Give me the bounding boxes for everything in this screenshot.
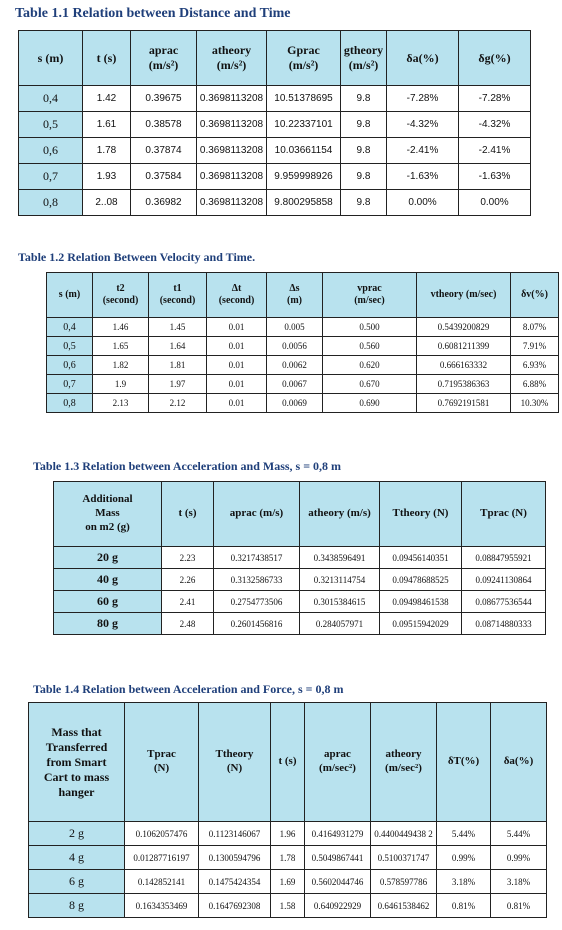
table-cell: 0.0069 <box>267 394 323 413</box>
table-cell: 9.8 <box>341 112 387 138</box>
column-header <box>300 482 380 547</box>
table-cell: 1.78 <box>83 138 131 164</box>
table-cell: 5.44% <box>437 822 491 846</box>
table-cell: 0.00% <box>459 190 531 216</box>
table-cell: 3.18% <box>437 870 491 894</box>
table-cell: 0.36982 <box>131 190 197 216</box>
column-header-line: (m/s²) <box>348 58 379 72</box>
column-header <box>305 703 371 822</box>
table-cell: 0.1647692308 <box>199 894 271 918</box>
table-cell: 0.7692191581 <box>417 394 511 413</box>
column-header <box>511 273 559 318</box>
table-cell: 0.0062 <box>267 356 323 375</box>
row-label-cell: 0,8 <box>47 394 93 413</box>
table-cell: 1.64 <box>149 337 207 356</box>
column-header <box>197 31 267 86</box>
table-row <box>19 112 531 138</box>
table-cell: 6.88% <box>511 375 559 394</box>
table-row <box>19 164 531 190</box>
table-cell: 0.1475424354 <box>199 870 271 894</box>
column-header-line: s (m) <box>37 50 64 65</box>
table-cell: 1.61 <box>83 112 131 138</box>
table-cell: 0.1634353469 <box>125 894 199 918</box>
table-cell: 0.578597786 <box>371 870 437 894</box>
column-header <box>125 703 199 822</box>
column-header-line: Cart to mass <box>43 769 110 784</box>
column-header-line: (second) <box>218 295 255 306</box>
table-cell: 9.8 <box>341 86 387 112</box>
header-row <box>29 703 547 822</box>
column-header-line: Transferred <box>45 739 108 754</box>
table-cell: 0.6461538462 <box>371 894 437 918</box>
table-cell: 1.93 <box>83 164 131 190</box>
column-header-line: Ttheory <box>215 748 254 761</box>
column-header-line: (m/s²) <box>148 58 179 72</box>
column-header <box>341 31 387 86</box>
table-cell: 0.39675 <box>131 86 197 112</box>
column-header <box>131 31 197 86</box>
table-cell: 7.91% <box>511 337 559 356</box>
table-cell: 1.69 <box>271 870 305 894</box>
header-row <box>54 482 546 547</box>
column-header-line: δg(%) <box>478 50 511 65</box>
table-cell: 0.3217438517 <box>214 547 300 569</box>
column-header <box>462 482 546 547</box>
table-cell: 1.82 <box>93 356 149 375</box>
table-cell: 3.18% <box>491 870 547 894</box>
table-cell: -7.28% <box>459 86 531 112</box>
column-header <box>29 703 125 822</box>
header-row <box>47 273 559 318</box>
table-cell: 1.46 <box>93 318 149 337</box>
table-cell: 0.670 <box>323 375 417 394</box>
column-header <box>267 31 341 86</box>
table-1-1 <box>18 30 531 216</box>
table-cell: 0.08847955921 <box>462 547 546 569</box>
table-cell: 0.08714880333 <box>462 613 546 635</box>
row-label-cell: 0,7 <box>19 164 83 190</box>
column-header-line: atheory (m/s) <box>308 507 371 520</box>
column-header <box>149 273 207 318</box>
table-cell: 0.37874 <box>131 138 197 164</box>
table-1-4-caption: Table 1.4 Relation between Acceleration and Force, s = 0,8 m <box>33 682 344 696</box>
table-cell: 10.30% <box>511 394 559 413</box>
table-cell: 0.2754773506 <box>214 591 300 613</box>
table-1-2 <box>46 272 559 413</box>
column-header-line: on m2 (g) <box>85 520 130 533</box>
table-cell: 1.9 <box>93 375 149 394</box>
table-cell: 1.96 <box>271 822 305 846</box>
column-header-line: (N) <box>226 762 243 774</box>
table-cell: 0.284057971 <box>300 613 380 635</box>
table-cell: 0.01 <box>207 394 267 413</box>
column-header <box>271 703 305 822</box>
column-header <box>417 273 511 318</box>
table-cell: 0.3015384615 <box>300 591 380 613</box>
column-header <box>459 31 531 86</box>
table-cell: 5.44% <box>491 822 547 846</box>
table-cell: -2.41% <box>387 138 459 164</box>
table-cell: 0.3698113208 <box>197 86 267 112</box>
column-header <box>323 273 417 318</box>
table-cell: 0.4400449438 2 <box>371 822 437 846</box>
column-header-line: (m/sec²) <box>319 762 356 774</box>
table-cell: 0.5439200829 <box>417 318 511 337</box>
table-row <box>19 190 531 216</box>
table-cell: 2.26 <box>162 569 214 591</box>
column-header-line: Mass that <box>51 724 102 739</box>
column-header-line: (N) <box>153 762 170 774</box>
table-cell: 0.00% <box>387 190 459 216</box>
table-row <box>47 375 559 394</box>
table-row <box>47 356 559 375</box>
column-header-line: from Smart <box>46 754 107 769</box>
table-cell: 0.3698113208 <box>197 112 267 138</box>
table-cell: 0.560 <box>323 337 417 356</box>
table-row <box>29 894 547 918</box>
table-cell: 0.3438596491 <box>300 547 380 569</box>
table-cell: 1.65 <box>93 337 149 356</box>
column-header-line: Additional <box>82 493 133 506</box>
row-label-cell: 0,4 <box>47 318 93 337</box>
table-cell: -7.28% <box>387 86 459 112</box>
column-header-line: aprac (m/s) <box>229 507 284 520</box>
table-cell: -4.32% <box>459 112 531 138</box>
column-header-line: (m/sec²) <box>385 762 422 774</box>
table-1-2-caption: Table 1.2 Relation Between Velocity and Time. <box>18 250 256 264</box>
table-row <box>47 318 559 337</box>
table-cell: 1.81 <box>149 356 207 375</box>
table-cell: 0.09515942029 <box>380 613 462 635</box>
table-cell: -2.41% <box>459 138 531 164</box>
table-row <box>54 569 546 591</box>
column-header <box>371 703 437 822</box>
table-cell: 0.666163332 <box>417 356 511 375</box>
column-header <box>491 703 547 822</box>
table-cell: 0.5602044746 <box>305 870 371 894</box>
header-row <box>19 31 531 86</box>
table-cell: 0.5049867441 <box>305 846 371 870</box>
table-cell: 1.42 <box>83 86 131 112</box>
table-cell: 9.800295858 <box>267 190 341 216</box>
row-label-cell: 6 g <box>29 870 125 894</box>
table-1-3 <box>53 481 546 635</box>
table-cell: 2.41 <box>162 591 214 613</box>
table-cell: 0.640922929 <box>305 894 371 918</box>
table-row <box>54 613 546 635</box>
table-cell: 0.5100371747 <box>371 846 437 870</box>
column-header-line: hanger <box>58 784 95 799</box>
table-cell: 0.4164931279 <box>305 822 371 846</box>
table-cell: 0.01 <box>207 318 267 337</box>
row-label-cell: 0,7 <box>47 375 93 394</box>
table-cell: 0.09456140351 <box>380 547 462 569</box>
column-header-line: atheory <box>211 43 252 57</box>
table-cell: -4.32% <box>387 112 459 138</box>
column-header <box>93 273 149 318</box>
table-cell: 10.03661154 <box>267 138 341 164</box>
table-cell: 0.142852141 <box>125 870 199 894</box>
column-header <box>380 482 462 547</box>
table-cell: 2.13 <box>93 394 149 413</box>
table-cell: 9.959998926 <box>267 164 341 190</box>
table-cell: 0.0067 <box>267 375 323 394</box>
row-label-cell: 20 g <box>54 547 162 569</box>
table-cell: 2..08 <box>83 190 131 216</box>
row-label-cell: 0,5 <box>47 337 93 356</box>
table-cell: -1.63% <box>459 164 531 190</box>
column-header <box>207 273 267 318</box>
column-header-line: vprac <box>357 282 382 294</box>
table-cell: 0.3132586733 <box>214 569 300 591</box>
column-header-line: (m/s²) <box>216 58 247 72</box>
table-cell: 0.08677536544 <box>462 591 546 613</box>
column-header <box>214 482 300 547</box>
table-cell: 9.8 <box>341 190 387 216</box>
column-header-line: t (s) <box>178 507 197 520</box>
column-header-line: (second) <box>102 295 139 306</box>
table-row <box>29 870 547 894</box>
table-cell: 8.07% <box>511 318 559 337</box>
table-cell: 0.0056 <box>267 337 323 356</box>
table-cell: 10.51378695 <box>267 86 341 112</box>
table-row <box>29 822 547 846</box>
table-cell: 0.005 <box>267 318 323 337</box>
column-header-line: δa(%) <box>406 50 439 65</box>
table-cell: 0.620 <box>323 356 417 375</box>
column-header <box>19 31 83 86</box>
column-header-line: gtheory <box>343 43 384 57</box>
table-cell: 0.38578 <box>131 112 197 138</box>
row-label-cell: 40 g <box>54 569 162 591</box>
table-row <box>29 846 547 870</box>
table-cell: 2.12 <box>149 394 207 413</box>
column-header <box>47 273 93 318</box>
column-header-line: t2 <box>116 282 125 294</box>
row-label-cell: 60 g <box>54 591 162 613</box>
table-cell: 9.8 <box>341 164 387 190</box>
table-row <box>47 394 559 413</box>
column-header <box>199 703 271 822</box>
table-cell: 0.1062057476 <box>125 822 199 846</box>
table-cell: 0.09241130864 <box>462 569 546 591</box>
row-label-cell: 0,6 <box>47 356 93 375</box>
table-cell: 2.23 <box>162 547 214 569</box>
column-header-line: Mass <box>95 507 120 520</box>
row-label-cell: 80 g <box>54 613 162 635</box>
table-cell: 0.2601456816 <box>214 613 300 635</box>
column-header-line: Tprac <box>147 748 176 761</box>
table-cell: 1.97 <box>149 375 207 394</box>
row-label-cell: 0,4 <box>19 86 83 112</box>
table-cell: 10.22337101 <box>267 112 341 138</box>
table-cell: 0.81% <box>437 894 491 918</box>
table-row <box>54 591 546 613</box>
table-cell: 0.3698113208 <box>197 138 267 164</box>
table-cell: 9.8 <box>341 138 387 164</box>
table-cell: 0.09498461538 <box>380 591 462 613</box>
table-cell: 0.3698113208 <box>197 164 267 190</box>
table-cell: 0.81% <box>491 894 547 918</box>
column-header-line: t (s) <box>278 755 297 768</box>
column-header-line: (m) <box>287 295 302 306</box>
table-1-1-caption: Table 1.1 Relation between Distance and Time <box>15 6 291 21</box>
column-header-line: δa(%) <box>503 755 534 768</box>
table-cell: 0.690 <box>323 394 417 413</box>
column-header-line: Ttheory (N) <box>392 507 449 520</box>
table-cell: 6.93% <box>511 356 559 375</box>
table-cell: 0.99% <box>437 846 491 870</box>
column-header-line: Δs <box>289 282 300 294</box>
table-cell: 0.1300594796 <box>199 846 271 870</box>
column-header <box>387 31 459 86</box>
row-label-cell: 8 g <box>29 894 125 918</box>
row-label-cell: 0,8 <box>19 190 83 216</box>
table-cell: 0.3698113208 <box>197 190 267 216</box>
table-cell: 0.09478688525 <box>380 569 462 591</box>
column-header-line: vtheory (m/sec) <box>430 288 497 300</box>
column-header <box>54 482 162 547</box>
column-header <box>83 31 131 86</box>
column-header <box>267 273 323 318</box>
column-header-line: aprac <box>148 43 179 57</box>
table-cell: 0.1123146067 <box>199 822 271 846</box>
table-cell: 1.58 <box>271 894 305 918</box>
table-row <box>19 138 531 164</box>
table-cell: 1.78 <box>271 846 305 870</box>
row-label-cell: 4 g <box>29 846 125 870</box>
column-header-line: Tprac (N) <box>480 507 527 520</box>
column-header <box>437 703 491 822</box>
column-header-line: t1 <box>173 282 182 294</box>
table-row <box>54 547 546 569</box>
table-cell: 2.48 <box>162 613 214 635</box>
column-header-line: (m/sec) <box>354 295 385 306</box>
table-cell: 0.37584 <box>131 164 197 190</box>
table-1-3-caption: Table 1.3 Relation between Acceleration and Mass, s = 0,8 m <box>33 459 342 473</box>
table-cell: 0.3213114754 <box>300 569 380 591</box>
table-cell: 0.6081211399 <box>417 337 511 356</box>
table-cell: 0.99% <box>491 846 547 870</box>
column-header-line: atheory <box>385 748 422 761</box>
column-header-line: (m/s²) <box>288 58 319 72</box>
table-cell: 0.01 <box>207 356 267 375</box>
table-cell: 0.01 <box>207 337 267 356</box>
column-header-line: δv(%) <box>521 288 548 300</box>
table-row <box>19 86 531 112</box>
table-cell: 0.01 <box>207 375 267 394</box>
row-label-cell: 2 g <box>29 822 125 846</box>
table-cell: -1.63% <box>387 164 459 190</box>
table-cell: 0.01287716197 <box>125 846 199 870</box>
column-header-line: (second) <box>159 295 196 306</box>
column-header-line: Gprac <box>287 43 320 57</box>
column-header-line: t (s) <box>96 50 117 65</box>
table-cell: 0.500 <box>323 318 417 337</box>
column-header-line: Δt <box>231 282 242 294</box>
row-label-cell: 0,5 <box>19 112 83 138</box>
column-header-line: s (m) <box>58 288 81 300</box>
table-1-4 <box>28 702 547 918</box>
column-header-line: δT(%) <box>447 755 480 768</box>
column-header <box>162 482 214 547</box>
column-header-line: aprac <box>324 748 351 761</box>
row-label-cell: 0,6 <box>19 138 83 164</box>
table-cell: 1.45 <box>149 318 207 337</box>
table-cell: 0.7195386363 <box>417 375 511 394</box>
table-row <box>47 337 559 356</box>
